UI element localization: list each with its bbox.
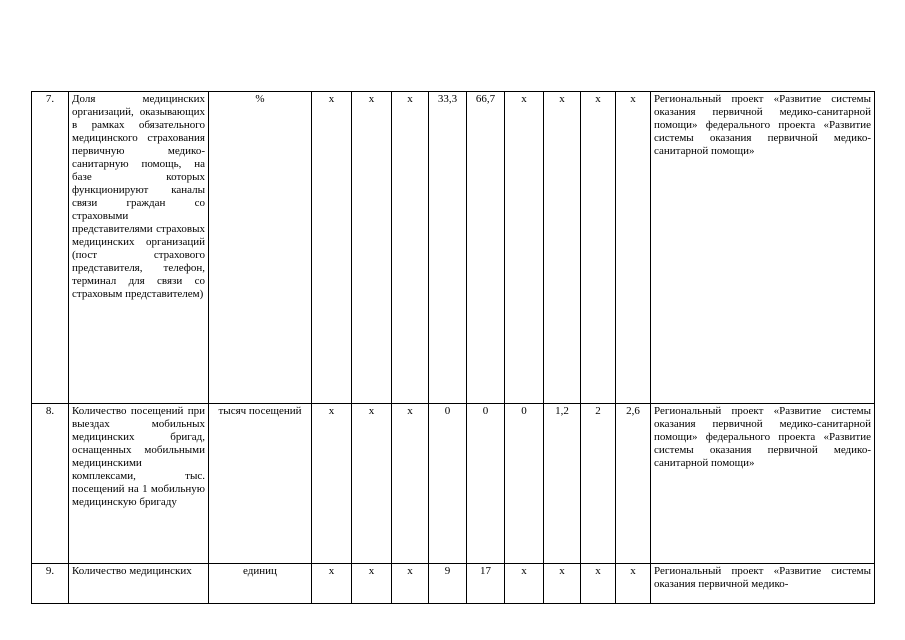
value-cell: 9 xyxy=(429,564,467,604)
value-cell: х xyxy=(581,92,616,404)
table-row xyxy=(32,92,875,404)
value-cell: х xyxy=(352,564,392,604)
value-cell: 0 xyxy=(505,404,544,564)
value-cell: х xyxy=(616,92,651,404)
unit-cell: тысяч посещений xyxy=(209,404,312,564)
value-cell: х xyxy=(544,564,581,604)
value-cell: х xyxy=(392,404,429,564)
value-cell: х xyxy=(352,404,392,564)
source-cell: Региональный проект «Развитие системы оказания первичной медико- xyxy=(651,564,875,604)
table-row xyxy=(32,564,875,604)
value-cell: 2,6 xyxy=(616,404,651,564)
value-cell: 17 xyxy=(467,564,505,604)
value-cell: 33,3 xyxy=(429,92,467,404)
value-cell: 0 xyxy=(429,404,467,564)
indicator-name: Доля медицинских организаций, оказывающих в рамках обязательного медицинского страхования первичную медико-санитарную помощь, на базе которых функционируют каналы связи граждан со страховыми представителями страховых медицинских организаций (пост страхового представителя, телефон, терминал для связи со страховым представителем) xyxy=(69,92,209,404)
value-cell: 0 xyxy=(467,404,505,564)
row-number: 9. xyxy=(32,564,69,604)
table-row xyxy=(32,404,875,564)
indicator-name: Количество медицинских xyxy=(69,564,209,604)
unit-cell: % xyxy=(209,92,312,404)
value-cell: 2 xyxy=(581,404,616,564)
unit-cell: единиц xyxy=(209,564,312,604)
value-cell: х xyxy=(312,564,352,604)
value-cell: х xyxy=(312,92,352,404)
value-cell: х xyxy=(352,92,392,404)
indicators-table xyxy=(31,91,875,604)
row-number: 8. xyxy=(32,404,69,564)
value-cell: х xyxy=(392,92,429,404)
value-cell: х xyxy=(505,92,544,404)
source-cell: Региональный проект «Развитие системы оказания первичной медико-санитарной помощи» федерального проекта «Развитие системы оказания первичной медико-санитарной помощи» xyxy=(651,92,875,404)
value-cell: х xyxy=(392,564,429,604)
indicator-name: Количество посещений при выездах мобильных медицинских бригад, оснащенных мобильными медицинскими комплексами, тыс. посещений на 1 мобильную медицинскую бригаду xyxy=(69,404,209,564)
value-cell: 66,7 xyxy=(467,92,505,404)
value-cell: х xyxy=(312,404,352,564)
source-cell: Региональный проект «Развитие системы оказания первичной медико-санитарной помощи» федерального проекта «Развитие системы оказания первичной медико-санитарной помощи» xyxy=(651,404,875,564)
value-cell: х xyxy=(505,564,544,604)
value-cell: х xyxy=(581,564,616,604)
value-cell: 1,2 xyxy=(544,404,581,564)
value-cell: х xyxy=(544,92,581,404)
row-number: 7. xyxy=(32,92,69,404)
value-cell: х xyxy=(616,564,651,604)
